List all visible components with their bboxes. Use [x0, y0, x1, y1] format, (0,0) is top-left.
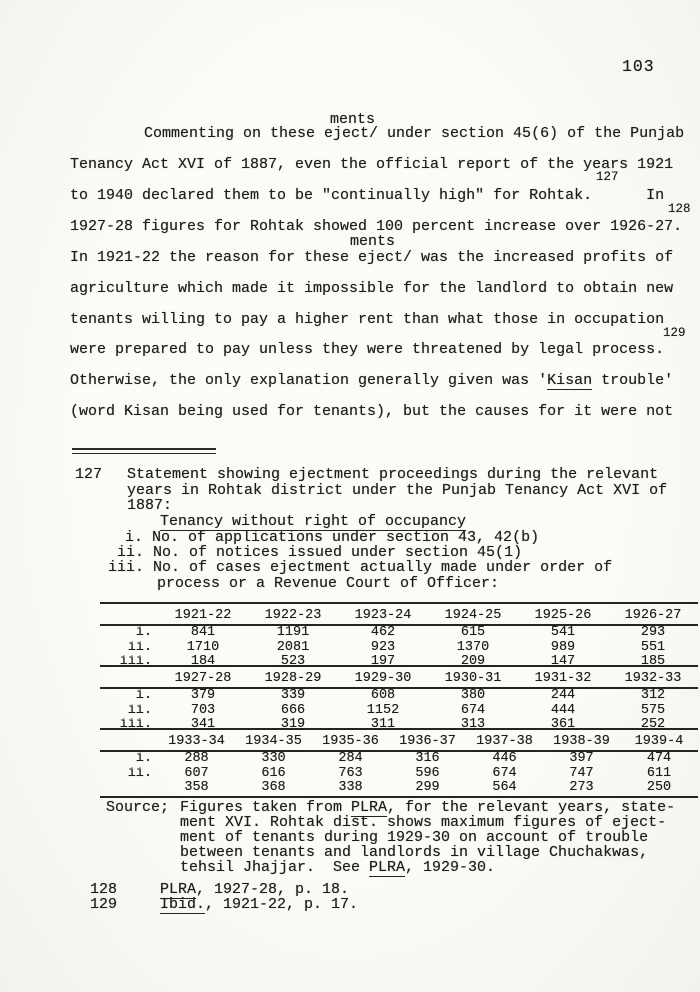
table-header-cell: 1928-29: [248, 666, 338, 688]
table-cell: 379: [190, 688, 216, 703]
footnote-text-part: , 1921-22, p. 17.: [205, 896, 359, 913]
table-cell: 703: [190, 703, 216, 718]
footnote-list-item: ii. No. of notices issued under section 45(1): [117, 544, 523, 561]
table-cell: 319: [280, 718, 306, 733]
body-line: were prepared to pay unless they were threatened by legal process.: [70, 341, 665, 358]
table-cell: 674: [460, 703, 486, 718]
table-row: [100, 625, 698, 641]
table-cell: 397: [569, 751, 594, 766]
table-row: [100, 781, 698, 797]
table-cell: 330: [261, 751, 286, 766]
table-header-cell: 1934-35: [235, 729, 312, 751]
table-cell: 380: [460, 688, 486, 703]
table-cell: 209: [460, 655, 486, 670]
table-cell: 1152: [366, 703, 400, 718]
table-row: [100, 704, 698, 719]
table-cell: 674: [492, 766, 517, 781]
table-cell: 541: [550, 625, 576, 640]
footnote-line: years in Rohtak district under the Punjab Tenancy Act XVI of: [127, 482, 668, 499]
source-line-part: Figures taken from: [180, 799, 352, 816]
footnote-129-text: [160, 896, 358, 913]
footnote-127-marker: 127: [75, 466, 103, 483]
table-header-cell: 1929-30: [338, 666, 428, 688]
body-line: In 1921-22 the reason for these eject/ was the increased profits of: [70, 249, 674, 266]
table-header-cell: 1924-25: [428, 603, 518, 625]
table-cell: 147: [550, 655, 576, 670]
source-line-part: , 1929-30.: [405, 859, 496, 876]
table-cell: 273: [543, 781, 620, 797]
table-header-cell: [100, 666, 158, 688]
table-cell: 616: [261, 766, 286, 781]
table-cell: 523: [280, 655, 306, 670]
table-cell: 197: [370, 655, 396, 670]
body-line: 1927-28 figures for Rohtak showed 100 percent increase over 1926-27.: [70, 218, 683, 235]
table-row: [100, 641, 698, 656]
table-header-row: [100, 729, 698, 751]
table-header-cell: 1937-38: [466, 729, 543, 751]
table-cell: 763: [338, 766, 363, 781]
footnote-129-marker: 129: [90, 896, 118, 913]
table-header-cell: 1931-32: [518, 666, 608, 688]
table-cell: 299: [389, 781, 466, 797]
table-cell: 339: [280, 688, 306, 703]
table-cell: 474: [646, 751, 672, 766]
table-cell: 666: [280, 703, 306, 718]
footnote-list-item: i. No. of applications under section 43, 42(b): [125, 529, 540, 546]
table-header-cell: 1922-23: [248, 603, 338, 625]
table-cell: 244: [550, 688, 576, 703]
table-cell: 284: [338, 751, 363, 766]
table-cell: 841: [190, 625, 216, 640]
body-line: Tenancy Act XVI of 1887, even the official report of the years 1921: [70, 156, 674, 173]
table-header-cell: [100, 603, 158, 625]
table-cell: 293: [640, 625, 666, 640]
table-cell: 462: [370, 625, 396, 640]
table-cell: 747: [569, 766, 594, 781]
table-cell: 551: [640, 640, 666, 655]
body-line: to 1940 declared them to be "continually high" for Rohtak. In: [70, 187, 665, 204]
table-header-cell: [100, 729, 158, 751]
underlined-word-kisan: Kisan: [547, 372, 593, 389]
table-cell: 615: [460, 625, 486, 640]
table-cell: 288: [184, 751, 209, 766]
table-header-cell: 1926-27: [608, 603, 698, 625]
row-label: ii.: [127, 703, 152, 718]
table-cell: 2081: [276, 640, 310, 655]
table-cell: 313: [460, 718, 486, 733]
footnote-text-part: , 1927-28, p. 18.: [196, 881, 350, 898]
table-cell: 989: [550, 640, 576, 655]
table-cell: 184: [190, 655, 216, 670]
underlined-heading: Tenancy without right of occupancy: [160, 513, 467, 530]
table-header-cell: 1932-33: [608, 666, 698, 688]
row-label: ii.: [127, 640, 152, 655]
body-line: (word Kisan being used for tenants), but the causes for it were not: [70, 403, 674, 420]
table-cell: 444: [550, 703, 576, 718]
footnote-ref-128: 128: [668, 202, 691, 216]
footnote-ref-129: 129: [663, 326, 686, 340]
typed-insert-ments-2: ments: [350, 233, 396, 250]
source-label: Source;: [106, 799, 170, 816]
row-label: i.: [135, 625, 152, 640]
table-cell: 596: [415, 766, 440, 781]
table-header-cell: 1930-31: [428, 666, 518, 688]
source-line-part: tehsil Jhajjar. See: [180, 859, 370, 876]
footnote-list-item: iii. No. of cases ejectment actually made under order of: [108, 559, 613, 576]
ejectment-table-block-2: [100, 665, 698, 733]
table-cell: 250: [620, 781, 698, 797]
body-line: [70, 372, 673, 389]
table-cell: 1370: [456, 640, 490, 655]
body-line: tenants willing to pay a higher rent than what those in occupation: [70, 311, 665, 328]
table-header-cell: 1933-34: [158, 729, 235, 751]
table-cell: 607: [184, 766, 209, 781]
underlined-plra: PLRA: [369, 859, 406, 876]
footnote-line: Statement showing ejectment proceedings during the relevant: [127, 466, 659, 483]
table-row: [100, 767, 698, 782]
table-cell: 368: [235, 781, 312, 797]
footnote-ref-127: 127: [596, 170, 619, 184]
source-line-part: , for the relevant years, state-: [387, 799, 676, 816]
table-cell: 608: [370, 688, 396, 703]
table-header-cell: 1936-37: [389, 729, 466, 751]
table-cell: 338: [312, 781, 389, 797]
table-header-cell: 1935-36: [312, 729, 389, 751]
source-line: ment of tenants during 1929-30 on account of trouble: [180, 829, 649, 846]
table-heading: [160, 513, 466, 530]
table-cell: 316: [415, 751, 440, 766]
table-cell: 923: [370, 640, 396, 655]
table-header-cell: 1921-22: [158, 603, 248, 625]
footnote-list-item: process or a Revenue Court of Officer:: [157, 575, 500, 592]
ejectment-table-block-1: [100, 602, 698, 670]
underlined-plra: PLRA: [351, 799, 388, 816]
table-cell: 564: [466, 781, 543, 797]
table-header-cell: 1923-24: [338, 603, 428, 625]
footnote-128-marker: 128: [90, 881, 118, 898]
body-line-part: Otherwise, the only explanation generally given was ': [70, 372, 548, 389]
table-header-row: [100, 666, 698, 688]
table-cell: 252: [640, 718, 666, 733]
body-line: Commenting on these eject/ under section 45(6) of the Punjab: [144, 125, 685, 142]
row-label: iii.: [119, 655, 152, 670]
table-cell: 611: [646, 766, 672, 781]
row-label: i.: [135, 751, 152, 766]
table-header-cell: 1938-39: [543, 729, 620, 751]
table-cell: 358: [158, 781, 235, 797]
row-label: [100, 781, 158, 797]
table-cell: 1710: [186, 640, 220, 655]
table-row: [100, 688, 698, 704]
table-header-cell: 1939-4: [620, 729, 698, 751]
page-number: 103: [622, 57, 655, 76]
source-line: between tenants and landlords in village Chuchakwas,: [180, 844, 649, 861]
table-row: [100, 751, 698, 767]
table-header-cell: 1925-26: [518, 603, 608, 625]
row-label: iii.: [119, 718, 152, 733]
table-cell: 311: [370, 718, 396, 733]
body-line-part: trouble': [592, 372, 674, 389]
footnote-line: 1887:: [127, 497, 173, 514]
table-cell: 1191: [276, 625, 310, 640]
table-cell: 312: [640, 688, 666, 703]
table-cell: 575: [640, 703, 666, 718]
source-line: ment XVI. Rohtak dist. shows maximum figures of eject-: [180, 814, 667, 831]
table-cell: 185: [640, 655, 666, 670]
typed-insert-ments-1: ments: [330, 111, 376, 128]
table-header-row: [100, 603, 698, 625]
table-header-cell: 1927-28: [158, 666, 248, 688]
ejectment-table-block-3: [100, 728, 698, 798]
underlined-ibid: Ibid.: [160, 896, 206, 913]
underlined-plra: PLRA: [160, 881, 197, 898]
table-cell: 361: [550, 718, 576, 733]
row-label: ii.: [127, 766, 152, 781]
source-line: [180, 859, 495, 876]
table-cell: 341: [190, 718, 216, 733]
body-line: agriculture which made it impossible for the landlord to obtain new: [70, 280, 674, 297]
table-cell: 446: [492, 751, 517, 766]
row-label: i.: [135, 688, 152, 703]
footnote-divider-line: [72, 448, 216, 454]
